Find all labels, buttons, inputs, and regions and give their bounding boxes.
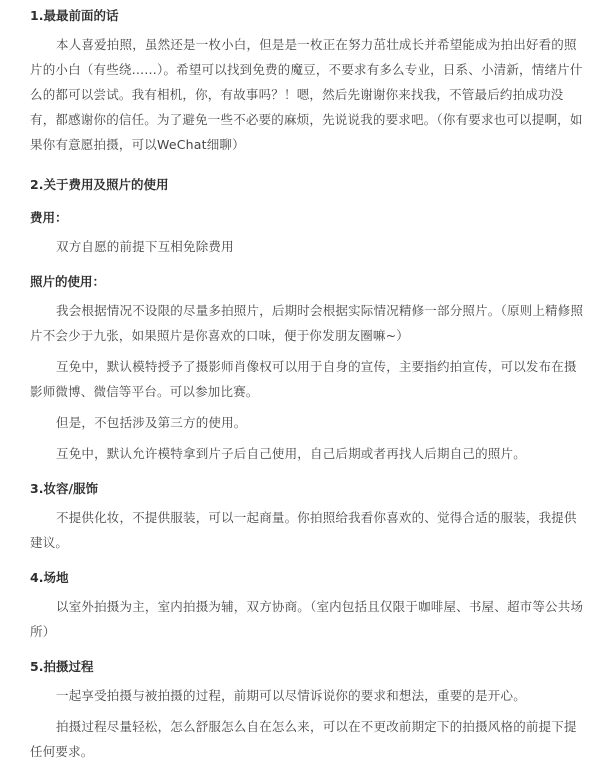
section-heading: 3.妆容/服饰	[30, 481, 99, 496]
paragraph: 不提供化妆，不提供服装，可以一起商量。你拍照给我看你喜欢的、觉得合适的服装，我提供建议。	[30, 510, 577, 550]
paragraph: 我会根据情况不设限的尽量多拍照片，后期时会根据实际情况精修一部分照片。（原则上精修照片不会少于九张，如果照片是你喜欢的口味，便于你发朋友圈嘛~）	[30, 303, 584, 343]
section-heading: 5.拍摄过程	[30, 659, 94, 674]
subsection-title: 费用：	[30, 210, 68, 225]
paragraph: 一起享受拍摄与被拍摄的过程，前期可以尽情诉说你的要求和想法，重要的是开心。	[56, 688, 526, 703]
paragraph: 以室外拍摄为主，室内拍摄为辅，双方协商。（室内包括且仅限于咖啡屋、书屋、超市等公共场所）	[30, 599, 584, 639]
paragraph: 本人喜爱拍照，虽然还是一枚小白，但是是一枚正在努力茁壮成长并希望能成为拍出好看的照片的小白（有些绕……）。希望可以找到免费的魔豆，不要求有多么专业，日系、小清新，情绪片什么的都可以尝试。我有相机，你，有故事吗？！嗯，然后先谢谢你来找我，不管最后约拍成功没有，都感谢你的信任。为了避免一些不必要的麻烦，先说说我的要求吧。（你有要求也可以提啊，如果你有意愿拍摄，可以WeChat细聊）	[30, 37, 583, 152]
subsection-title: 照片的使用：	[30, 274, 106, 289]
section-heading: 2.关于费用及照片的使用	[30, 177, 169, 192]
paragraph: 互免中，默认模特授予了摄影师肖像权可以用于自身的宣传，主要指约拍宣传，可以发布在摄影师微博、微信等平台。可以参加比赛。	[30, 359, 577, 399]
paragraph: 互免中，默认允许模特拿到片子后自己使用，自己后期或者再找人后期自己的照片。	[56, 446, 526, 461]
section-heading: 4.场地	[30, 570, 69, 585]
paragraph: 但是，不包括涉及第三方的使用。	[56, 415, 247, 430]
paragraph: 拍摄过程尽量轻松，怎么舒服怎么自在怎么来，可以在不更改前期定下的拍摄风格的前提下提任何要求。	[30, 719, 577, 759]
section-heading: 1.最最前面的话	[30, 8, 119, 23]
paragraph: 双方自愿的前提下互相免除费用	[56, 239, 234, 254]
